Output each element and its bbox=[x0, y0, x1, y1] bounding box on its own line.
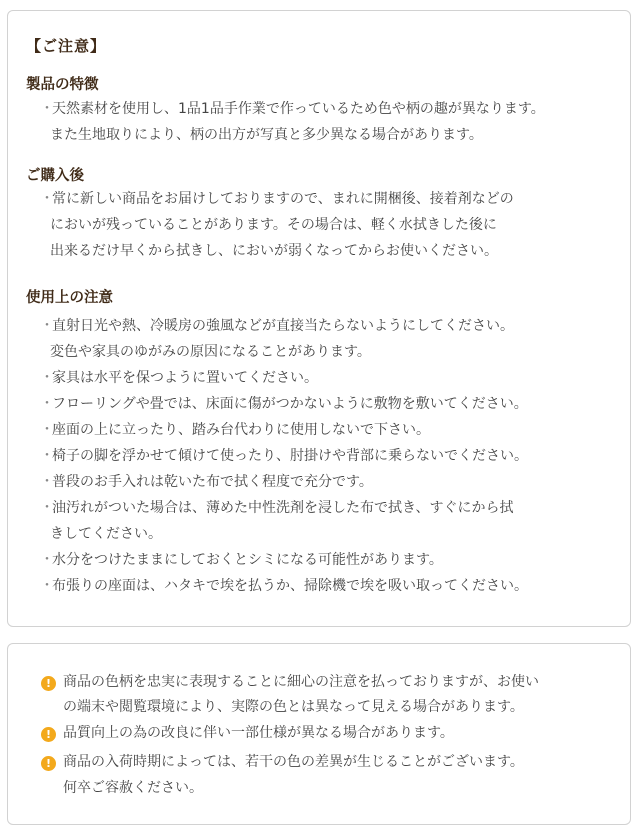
list-item-text: 普段のお手入れは乾いた布で拭く程度で充分です。 bbox=[52, 474, 373, 490]
list-item bbox=[40, 578, 528, 594]
section-heading-usage-cautions: 使用上の注意 bbox=[26, 290, 113, 306]
bullet: ・ bbox=[40, 370, 54, 386]
list-item bbox=[40, 191, 514, 207]
list-item bbox=[40, 396, 528, 412]
list-item bbox=[40, 422, 430, 438]
list-item-continuation: 出来るだけ早くから拭きし、においが弱くなってからお使いください。 bbox=[50, 243, 498, 259]
list-item-text: 直射日光や熱、冷暖房の強風などが直接当たらないようにしてください。 bbox=[52, 318, 514, 334]
list-item bbox=[40, 370, 318, 386]
list-item-continuation: においが残っていることがあります。その場合は、軽く水拭きした後に bbox=[50, 217, 497, 233]
disclaimer-text-continuation: の端末や閲覧環境により、実際の色とは異なって見える場合があります。 bbox=[63, 699, 524, 715]
list-item bbox=[40, 500, 513, 516]
list-item-text: 水分をつけたままにしておくとシミになる可能性があります。 bbox=[52, 552, 443, 568]
notice-title: 【ご注意】 bbox=[26, 37, 107, 55]
disclaimer-text: 商品の入荷時期によっては、若干の色の差異が生じることがございます。 bbox=[63, 754, 524, 770]
disclaimer-text-continuation: 何卒ご容赦ください。 bbox=[63, 780, 203, 796]
bullet: ・ bbox=[40, 318, 54, 334]
disclaimer-text: 商品の色柄を忠実に表現することに細心の注意を払っておりますが、お使い bbox=[63, 674, 539, 690]
section-heading-features: 製品の特徴 bbox=[26, 77, 99, 93]
list-item-text: フローリングや畳では、床面に傷がつかないように敷物を敷いてください。 bbox=[52, 396, 528, 412]
exclamation-circle-icon: ! bbox=[41, 727, 56, 742]
bullet: ・ bbox=[40, 578, 54, 594]
list-item-text: 座面の上に立ったり、踏み台代わりに使用しないで下さい。 bbox=[52, 422, 430, 438]
list-item-text: 油汚れがついた場合は、薄めた中性洗剤を浸した布で拭き、すぐにから拭 bbox=[52, 500, 514, 516]
list-item-text: 天然素材を使用し、1品1品手作業で作っているため色や柄の趣が異なります。 bbox=[52, 101, 545, 117]
exclamation-circle-icon: ! bbox=[41, 756, 56, 771]
list-item bbox=[40, 552, 443, 568]
list-item-text: 常に新しい商品をお届けしておりますので、まれに開梱後、接着剤などの bbox=[52, 191, 514, 207]
bullet: ・ bbox=[40, 474, 54, 490]
bullet: ・ bbox=[40, 500, 54, 516]
bullet: ・ bbox=[40, 191, 54, 207]
bullet: ・ bbox=[40, 448, 54, 464]
bullet: ・ bbox=[40, 422, 54, 438]
list-item bbox=[40, 474, 373, 490]
list-item bbox=[40, 101, 545, 117]
list-item-continuation: 変色や家具のゆがみの原因になることがあります。 bbox=[50, 344, 371, 360]
exclamation-circle-icon: ! bbox=[41, 676, 56, 691]
list-item bbox=[40, 318, 514, 334]
bullet: ・ bbox=[40, 396, 54, 412]
section-heading-after-purchase: ご購入後 bbox=[26, 168, 84, 184]
list-item-continuation: きしてください。 bbox=[50, 526, 162, 542]
bullet: ・ bbox=[40, 101, 54, 117]
list-item-text: 布張りの座面は、ハタキで埃を払うか、掃除機で埃を吸い取ってください。 bbox=[52, 578, 528, 594]
list-item bbox=[40, 448, 528, 464]
notice-panel bbox=[7, 10, 631, 627]
disclaimer-panel bbox=[7, 643, 631, 825]
disclaimer-text: 品質向上の為の改良に伴い一部仕様が異なる場合があります。 bbox=[63, 725, 454, 741]
bullet: ・ bbox=[40, 552, 54, 568]
list-item-text: 椅子の脚を浮かせて傾けて使ったり、肘掛けや背部に乗らないでください。 bbox=[52, 448, 528, 464]
list-item-text: 家具は水平を保つように置いてください。 bbox=[52, 370, 318, 386]
list-item-continuation: また生地取りにより、柄の出方が写真と多少異なる場合があります。 bbox=[50, 127, 483, 143]
